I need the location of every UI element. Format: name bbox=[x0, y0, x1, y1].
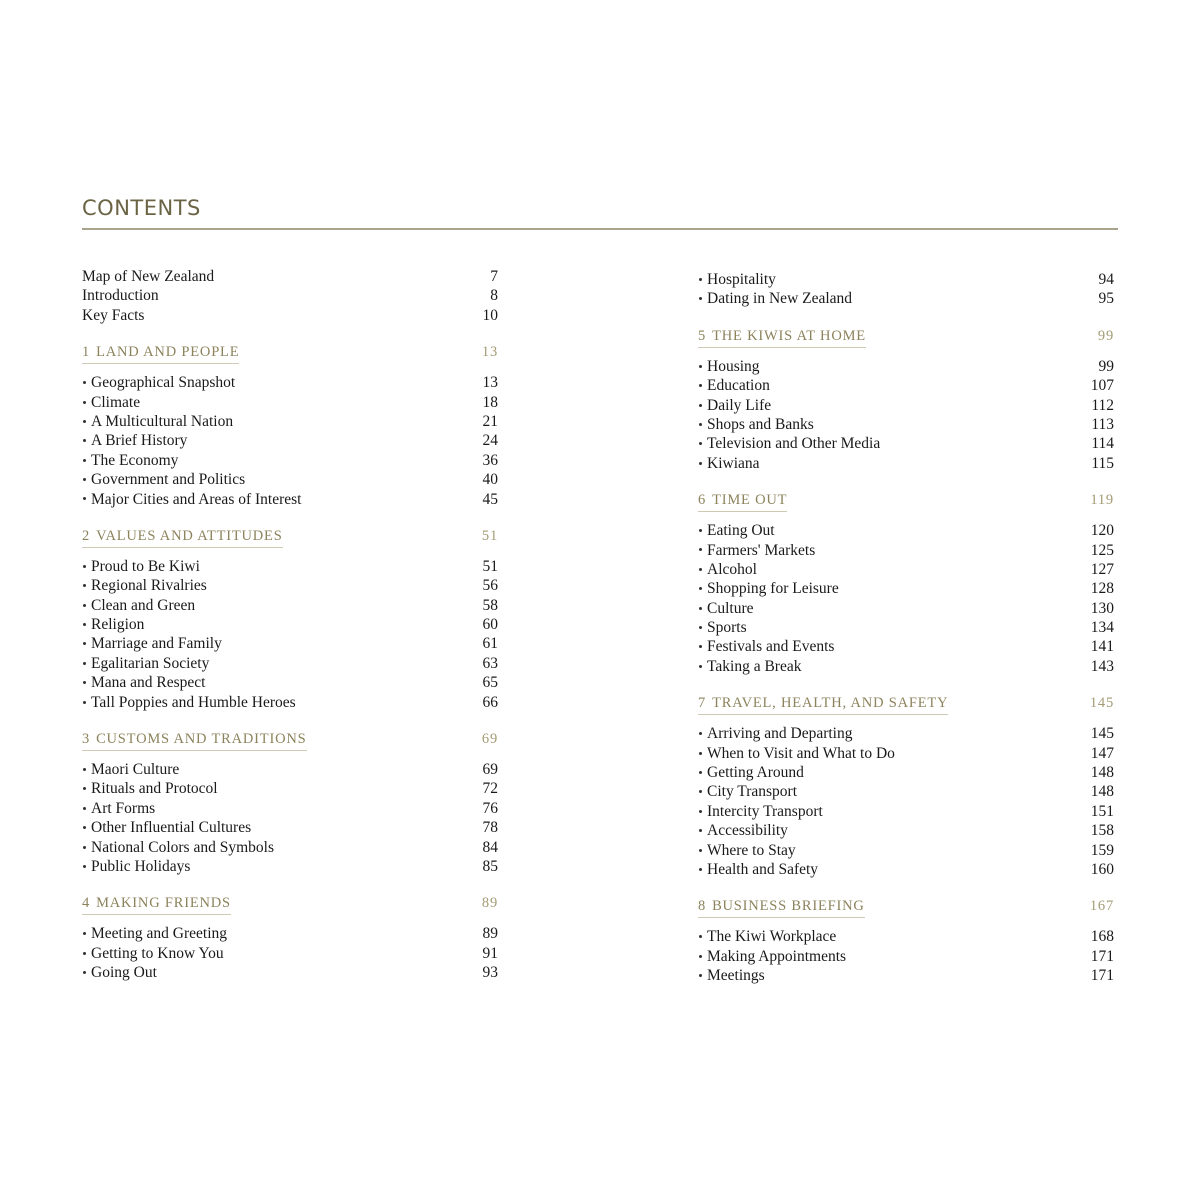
toc-subentry[interactable]: Farmers' Markets 125 bbox=[698, 541, 1114, 560]
bullet-icon bbox=[83, 420, 86, 423]
page-title: CONTENTS bbox=[82, 196, 201, 220]
toc-subentry[interactable]: The Economy 36 bbox=[82, 451, 498, 470]
bullet-icon bbox=[83, 701, 86, 704]
bullet-icon bbox=[699, 384, 702, 387]
bullet-icon bbox=[699, 423, 702, 426]
toc-subentry[interactable]: Where to Stay 159 bbox=[698, 841, 1114, 860]
bullet-icon bbox=[83, 459, 86, 462]
bullet-icon bbox=[83, 807, 86, 810]
bullet-icon bbox=[699, 462, 702, 465]
chapter-heading[interactable]: 7 TRAVEL, HEALTH, AND SAFETY 145 bbox=[698, 695, 1114, 715]
toc-subentry[interactable]: Kiwiana 115 bbox=[698, 454, 1114, 473]
toc-subentry[interactable]: Tall Poppies and Humble Heroes 66 bbox=[82, 693, 498, 712]
bullet-icon bbox=[699, 365, 702, 368]
toc-subentry[interactable]: Making Appointments 171 bbox=[698, 947, 1114, 966]
toc-subentry[interactable]: Health and Safety 160 bbox=[698, 860, 1114, 879]
toc-subentry[interactable]: Government and Politics 40 bbox=[82, 470, 498, 489]
toc-subentry[interactable]: Maori Culture 69 bbox=[82, 760, 498, 779]
toc-subentry[interactable]: Festivals and Events 141 bbox=[698, 637, 1114, 656]
toc-subentry[interactable]: Education 107 bbox=[698, 376, 1114, 395]
bullet-icon bbox=[699, 974, 702, 977]
bullet-icon bbox=[83, 604, 86, 607]
bullet-icon bbox=[699, 935, 702, 938]
toc-subentry[interactable]: Clean and Green 58 bbox=[82, 596, 498, 615]
toc-subentry[interactable]: Meeting and Greeting 89 bbox=[82, 924, 498, 943]
bullet-icon bbox=[83, 401, 86, 404]
bullet-icon bbox=[699, 404, 702, 407]
toc-subentry[interactable]: Eating Out 120 bbox=[698, 521, 1114, 540]
bullet-icon bbox=[83, 681, 86, 684]
bullet-icon bbox=[699, 568, 702, 571]
bullet-icon bbox=[83, 787, 86, 790]
bullet-icon bbox=[83, 565, 86, 568]
toc-subentry[interactable]: Mana and Respect 65 bbox=[82, 673, 498, 692]
toc-subentry[interactable]: Arriving and Departing 145 bbox=[698, 724, 1114, 743]
toc-subentry[interactable]: Public Holidays 85 bbox=[82, 857, 498, 876]
toc-subentry[interactable]: Geographical Snapshot 13 bbox=[82, 373, 498, 392]
toc-subentry[interactable]: City Transport 148 bbox=[698, 782, 1114, 801]
chapter-heading[interactable]: 1 LAND AND PEOPLE 13 bbox=[82, 344, 498, 364]
toc-subentry[interactable]: Religion 60 bbox=[82, 615, 498, 634]
toc-subentry[interactable]: A Brief History 24 bbox=[82, 431, 498, 450]
toc-subentry[interactable]: A Multicultural Nation 21 bbox=[82, 412, 498, 431]
toc-subentry[interactable]: Accessibility 158 bbox=[698, 821, 1114, 840]
toc-subentry[interactable]: Sports 134 bbox=[698, 618, 1114, 637]
toc-subentry[interactable]: Dating in New Zealand 95 bbox=[698, 289, 1114, 308]
bullet-icon bbox=[83, 865, 86, 868]
toc-subentry[interactable]: Going Out 93 bbox=[82, 963, 498, 982]
toc-subentry[interactable]: Other Influential Cultures 78 bbox=[82, 818, 498, 837]
contents-column-left bbox=[82, 267, 498, 983]
chapter-heading[interactable]: 5 THE KIWIS AT HOME 99 bbox=[698, 328, 1114, 348]
toc-subentry[interactable]: Culture 130 bbox=[698, 599, 1114, 618]
bullet-icon bbox=[83, 623, 86, 626]
bullet-icon bbox=[699, 442, 702, 445]
bullet-icon bbox=[699, 645, 702, 648]
toc-subentry[interactable]: Major Cities and Areas of Interest 45 bbox=[82, 490, 498, 509]
bullet-icon bbox=[83, 497, 86, 500]
bullet-icon bbox=[699, 955, 702, 958]
toc-subentry[interactable]: Art Forms 76 bbox=[82, 799, 498, 818]
title-rule bbox=[82, 228, 1118, 230]
bullet-icon bbox=[83, 932, 86, 935]
toc-subentry[interactable]: Housing 99 bbox=[698, 357, 1114, 376]
bullet-icon bbox=[699, 868, 702, 871]
bullet-icon bbox=[699, 548, 702, 551]
bullet-icon bbox=[699, 752, 702, 755]
chapter-heading[interactable]: 6 TIME OUT 119 bbox=[698, 492, 1114, 512]
toc-subentry[interactable]: The Kiwi Workplace 168 bbox=[698, 927, 1114, 946]
toc-subentry[interactable]: Shops and Banks 113 bbox=[698, 415, 1114, 434]
bullet-icon bbox=[699, 297, 702, 300]
toc-subentry[interactable]: Climate 18 bbox=[82, 393, 498, 412]
bullet-icon bbox=[83, 439, 86, 442]
bullet-icon bbox=[699, 849, 702, 852]
toc-subentry[interactable]: Taking a Break 143 bbox=[698, 657, 1114, 676]
toc-subentry[interactable]: Shopping for Leisure 128 bbox=[698, 579, 1114, 598]
toc-subentry[interactable]: Daily Life 112 bbox=[698, 396, 1114, 415]
bullet-icon bbox=[83, 381, 86, 384]
toc-subentry[interactable]: Proud to Be Kiwi 51 bbox=[82, 557, 498, 576]
chapter-heading[interactable]: 2 VALUES AND ATTITUDES 51 bbox=[82, 528, 498, 548]
bullet-icon bbox=[699, 771, 702, 774]
bullet-icon bbox=[83, 971, 86, 974]
bullet-icon bbox=[699, 587, 702, 590]
toc-subentry[interactable]: Getting Around 148 bbox=[698, 763, 1114, 782]
chapter-heading[interactable]: 3 CUSTOMS AND TRADITIONS 69 bbox=[82, 731, 498, 751]
bullet-icon bbox=[699, 626, 702, 629]
chapter-heading[interactable]: 8 BUSINESS BRIEFING 167 bbox=[698, 898, 1114, 918]
toc-subentry[interactable]: Regional Rivalries 56 bbox=[82, 576, 498, 595]
toc-subentry[interactable]: National Colors and Symbols 84 bbox=[82, 838, 498, 857]
contents-column-right bbox=[698, 270, 1114, 986]
bullet-icon bbox=[699, 790, 702, 793]
bullet-icon bbox=[699, 732, 702, 735]
toc-subentry[interactable]: Rituals and Protocol 72 bbox=[82, 779, 498, 798]
toc-subentry[interactable]: Meetings 171 bbox=[698, 966, 1114, 985]
bullet-icon bbox=[83, 768, 86, 771]
bullet-icon bbox=[83, 952, 86, 955]
toc-subentry[interactable]: Alcohol 127 bbox=[698, 560, 1114, 579]
chapter-heading[interactable]: 4 MAKING FRIENDS 89 bbox=[82, 895, 498, 915]
bullet-icon bbox=[699, 607, 702, 610]
bullet-icon bbox=[83, 662, 86, 665]
toc-entry[interactable]: Key Facts 10 bbox=[82, 306, 498, 324]
bullet-icon bbox=[83, 826, 86, 829]
toc-subentry[interactable]: Intercity Transport 151 bbox=[698, 802, 1114, 821]
bullet-icon bbox=[83, 478, 86, 481]
bullet-icon bbox=[699, 665, 702, 668]
toc-entry[interactable]: Introduction 8 bbox=[82, 287, 498, 305]
bullet-icon bbox=[699, 810, 702, 813]
toc-subentry[interactable]: Getting to Know You 91 bbox=[82, 944, 498, 963]
toc-subentry[interactable]: Egalitarian Society 63 bbox=[82, 654, 498, 673]
bullet-icon bbox=[699, 529, 702, 532]
bullet-icon bbox=[83, 584, 86, 587]
toc-subentry[interactable]: Marriage and Family 61 bbox=[82, 634, 498, 653]
toc-entry[interactable]: Map of New Zealand 7 bbox=[82, 268, 498, 285]
bullet-icon bbox=[699, 829, 702, 832]
bullet-icon bbox=[699, 278, 702, 281]
toc-subentry[interactable]: Television and Other Media 114 bbox=[698, 434, 1114, 453]
bullet-icon bbox=[83, 846, 86, 849]
toc-subentry[interactable]: Hospitality 94 bbox=[698, 270, 1114, 289]
toc-subentry[interactable]: When to Visit and What to Do 147 bbox=[698, 744, 1114, 763]
bullet-icon bbox=[83, 642, 86, 645]
